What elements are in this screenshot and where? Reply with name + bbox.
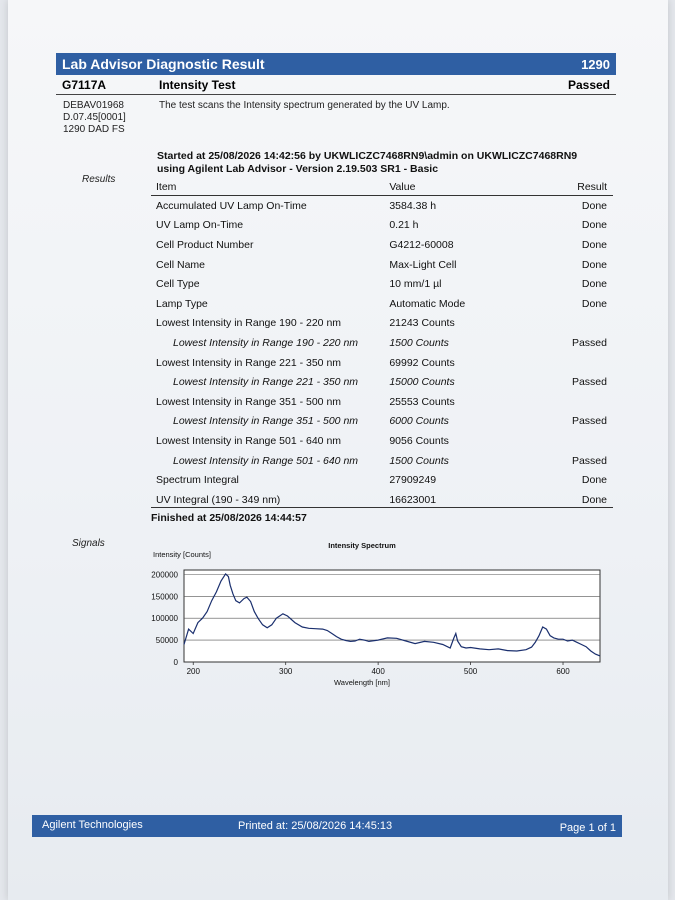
cell-result bbox=[558, 353, 613, 373]
cell-value: 16623001 bbox=[389, 493, 437, 506]
cell-value: 21243 Counts bbox=[389, 317, 455, 330]
cell-value: Max-Light Cell bbox=[389, 258, 457, 271]
software-version-line: using Agilent Lab Advisor - Version 2.19.503 SR1 - Basic bbox=[157, 163, 439, 175]
table-row bbox=[151, 216, 613, 236]
y-tick-label: 0 bbox=[173, 658, 178, 667]
started-info bbox=[157, 150, 617, 176]
cell-result: Done bbox=[581, 474, 607, 487]
cell-item: UV Lamp On-Time bbox=[156, 219, 244, 232]
report-title: Lab Advisor Diagnostic Result bbox=[62, 56, 265, 72]
cell-item: Lowest Intensity in Range 190 - 220 nm bbox=[173, 336, 359, 349]
company-name: Agilent Technologies bbox=[42, 819, 143, 831]
results-table bbox=[151, 178, 613, 510]
cell-value: 1500 Counts bbox=[389, 454, 449, 467]
cell-result: Done bbox=[581, 278, 607, 291]
cell-value: 10 mm/1 µl bbox=[389, 278, 442, 291]
report-footer bbox=[32, 815, 622, 837]
test-header-row bbox=[56, 78, 616, 95]
y-axis-label: Intensity [Counts] bbox=[153, 550, 211, 559]
cell-result: Passed bbox=[571, 376, 607, 389]
cell-result: Done bbox=[581, 238, 607, 251]
cell-result: Passed bbox=[571, 415, 607, 428]
cell-result bbox=[558, 392, 613, 412]
x-tick-label: 600 bbox=[556, 667, 570, 676]
cell-item: Lowest Intensity in Range 221 - 350 nm bbox=[173, 376, 359, 389]
device-type: 1290 DAD FS bbox=[63, 124, 125, 135]
cell-value: 3584.38 h bbox=[389, 199, 437, 212]
cell-item: Lowest Intensity in Range 351 - 500 nm bbox=[173, 415, 359, 428]
table-row bbox=[151, 333, 613, 353]
cell-value: 69992 Counts bbox=[389, 356, 455, 369]
cell-item: Lowest Intensity in Range 501 - 640 nm bbox=[173, 454, 359, 467]
cell-item: UV Integral (190 - 349 nm) bbox=[156, 493, 281, 506]
cell-value: 6000 Counts bbox=[389, 415, 449, 428]
started-line: Started at 25/08/2026 14:42:56 by UKWLICZC7468RN9\admin on UKWLICZC7468RN9 bbox=[157, 150, 578, 162]
signals-label: Signals bbox=[72, 538, 105, 549]
cell-item: Lamp Type bbox=[156, 297, 208, 310]
x-tick-label: 400 bbox=[371, 667, 385, 676]
table-row bbox=[151, 372, 613, 392]
cell-value: 27909249 bbox=[389, 474, 437, 487]
cell-item: Cell Product Number bbox=[156, 238, 254, 251]
cell-result bbox=[558, 314, 613, 334]
cell-item: Lowest Intensity in Range 190 - 220 nm bbox=[156, 317, 342, 330]
column-header-value: Value bbox=[389, 178, 558, 196]
column-header-result: Result bbox=[558, 178, 613, 196]
plot-area bbox=[184, 570, 600, 662]
cell-value: Automatic Mode bbox=[389, 297, 466, 310]
page-number: Page 1 of 1 bbox=[559, 822, 616, 834]
chart-svg bbox=[148, 538, 608, 698]
results-body bbox=[151, 196, 613, 510]
module-model: G7117A bbox=[62, 78, 107, 92]
table-row bbox=[151, 353, 613, 373]
cell-item: Lowest Intensity in Range 221 - 350 nm bbox=[156, 356, 342, 369]
printed-timestamp: Printed at: 25/08/2026 14:45:13 bbox=[238, 820, 393, 832]
cell-result: Done bbox=[581, 493, 607, 506]
cell-item: Cell Type bbox=[156, 278, 200, 291]
table-row bbox=[151, 431, 613, 451]
x-tick-label: 200 bbox=[186, 667, 200, 676]
cell-item: Lowest Intensity in Range 501 - 640 nm bbox=[156, 434, 342, 447]
cell-result: Passed bbox=[571, 336, 607, 349]
x-tick-label: 300 bbox=[279, 667, 293, 676]
table-row bbox=[151, 274, 613, 294]
chart-title: Intensity Spectrum bbox=[328, 541, 396, 550]
table-row bbox=[151, 470, 613, 490]
table-row bbox=[151, 235, 613, 255]
cell-result: Done bbox=[581, 219, 607, 232]
table-row bbox=[151, 314, 613, 334]
serial-number: DEBAV01968 bbox=[63, 100, 124, 111]
cell-result: Done bbox=[581, 258, 607, 271]
cell-item: Accumulated UV Lamp On-Time bbox=[156, 199, 307, 212]
report-title-bar bbox=[56, 53, 616, 75]
y-tick-label: 200000 bbox=[151, 570, 178, 580]
y-tick-label: 100000 bbox=[151, 614, 178, 624]
cell-result: Done bbox=[581, 199, 607, 212]
table-row bbox=[151, 451, 613, 471]
table-bottom-rule bbox=[151, 507, 613, 508]
y-tick-label: 50000 bbox=[155, 636, 178, 646]
device-info bbox=[63, 100, 126, 136]
table-header-row bbox=[151, 178, 613, 196]
finished-info: Finished at 25/08/2026 14:44:57 bbox=[151, 512, 307, 524]
cell-value: 15000 Counts bbox=[389, 376, 455, 389]
y-tick-label: 150000 bbox=[151, 592, 178, 602]
table-row bbox=[151, 392, 613, 412]
table-row bbox=[151, 412, 613, 432]
instrument-number: 1290 bbox=[581, 56, 610, 72]
firmware-version: D.07.45[0001] bbox=[63, 112, 126, 123]
cell-result: Passed bbox=[571, 454, 607, 467]
cell-value: G4212-60008 bbox=[389, 238, 454, 251]
cell-item: Cell Name bbox=[156, 258, 206, 271]
cell-value: 25553 Counts bbox=[389, 395, 455, 408]
cell-item: Lowest Intensity in Range 351 - 500 nm bbox=[156, 395, 342, 408]
cell-result: Done bbox=[581, 297, 607, 310]
cell-value: 0.21 h bbox=[389, 219, 419, 232]
test-description: The test scans the Intensity spectrum generated by the UV Lamp. bbox=[159, 100, 450, 111]
x-axis-label: Wavelength [nm] bbox=[334, 678, 390, 687]
cell-item: Spectrum Integral bbox=[156, 474, 239, 487]
results-label: Results bbox=[82, 174, 116, 185]
table-row bbox=[151, 294, 613, 314]
x-tick-label: 500 bbox=[463, 667, 478, 676]
column-header-item: Item bbox=[151, 178, 389, 196]
cell-value: 9056 Counts bbox=[389, 434, 449, 447]
intensity-chart bbox=[148, 538, 608, 698]
table-row bbox=[151, 255, 613, 275]
test-name: Intensity Test bbox=[159, 78, 236, 92]
report-page bbox=[8, 0, 668, 900]
test-status: Passed bbox=[567, 78, 610, 92]
table-row bbox=[151, 196, 613, 216]
cell-value: 1500 Counts bbox=[389, 336, 449, 349]
cell-result bbox=[558, 431, 613, 451]
